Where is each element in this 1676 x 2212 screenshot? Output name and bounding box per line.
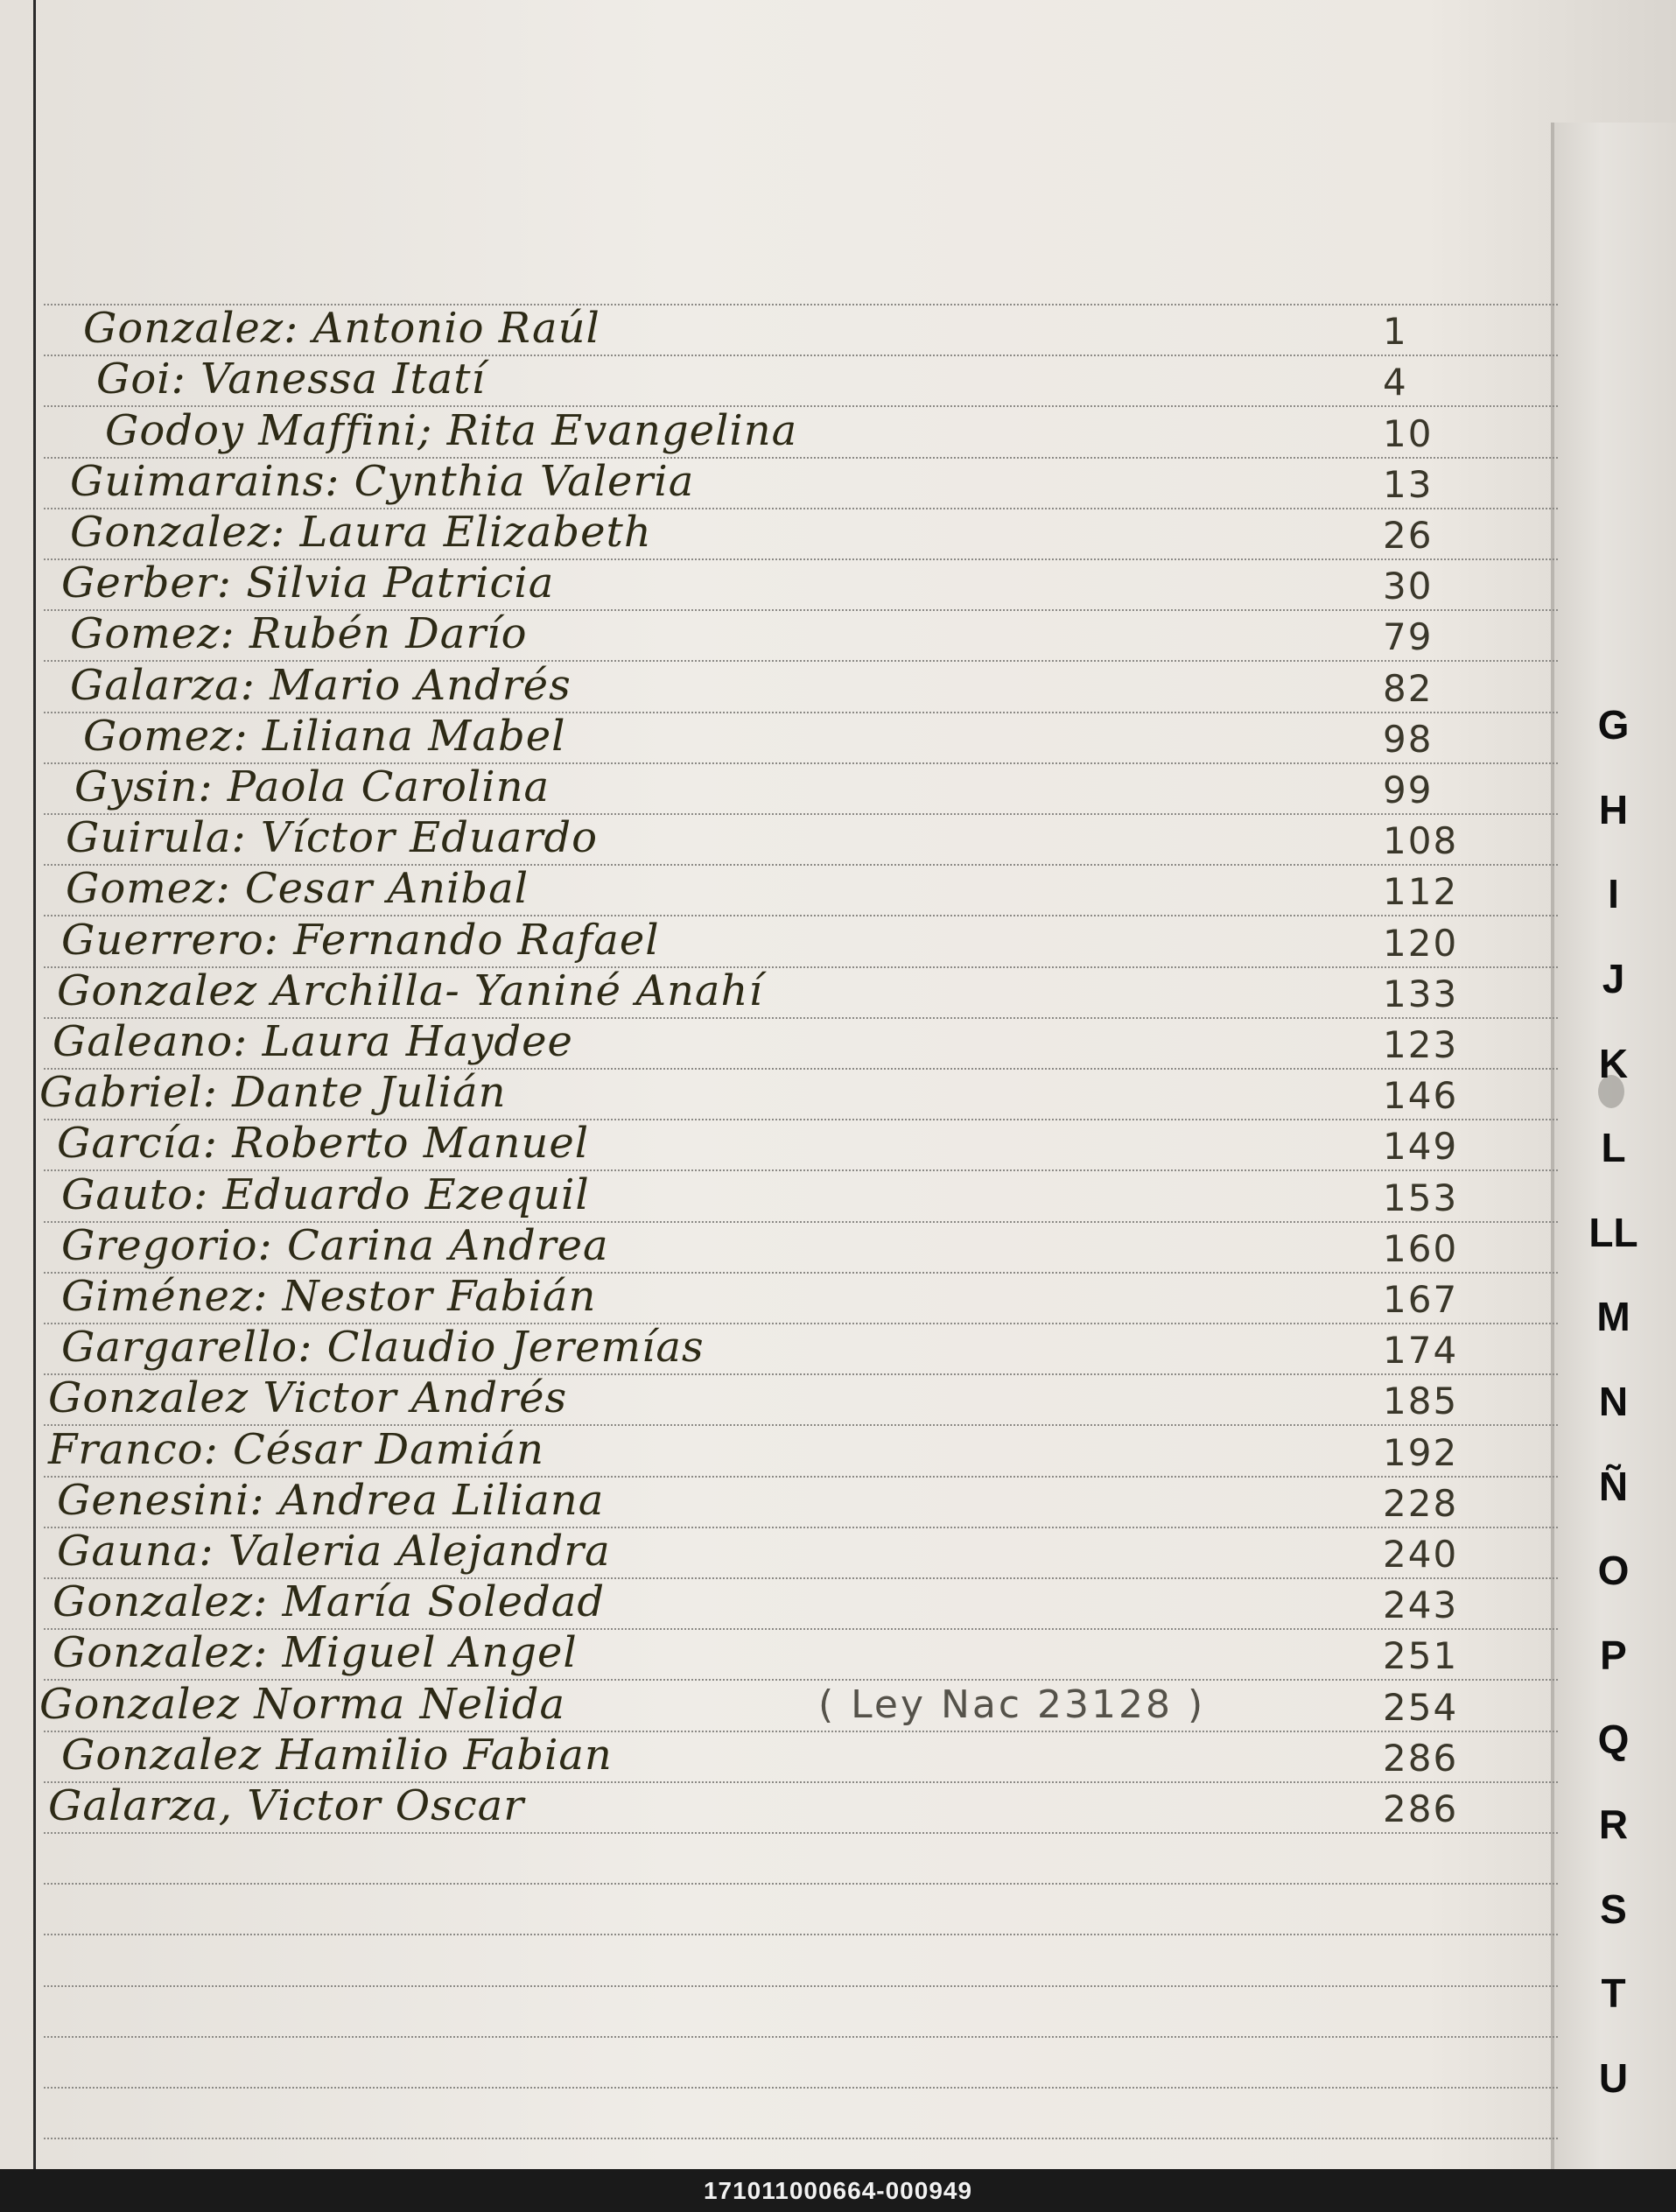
entry-name: Goi: Vanessa Itatí <box>96 355 486 404</box>
index-tab-j[interactable]: J <box>1602 956 1625 1002</box>
index-tab-q[interactable]: Q <box>1597 1717 1630 1763</box>
list-item <box>0 1425 1551 1476</box>
index-tab-m[interactable]: M <box>1596 1294 1630 1340</box>
index-tab-n[interactable]: N <box>1598 1379 1629 1425</box>
entry-name: Gargarello: Claudio Jeremías <box>61 1323 705 1373</box>
entry-name: Gonzalez: Antonio Raúl <box>83 304 600 354</box>
entry-name: Franco: César Damián <box>48 1424 545 1474</box>
entry-number: 112 <box>1383 870 1459 914</box>
list-item <box>0 1680 1551 1731</box>
entry-number: 192 <box>1383 1430 1459 1474</box>
entry-number: 286 <box>1383 1787 1459 1830</box>
list-item <box>0 813 1551 864</box>
entry-number: 185 <box>1383 1380 1459 1423</box>
entry-number: 30 <box>1383 565 1434 608</box>
list-item <box>0 558 1551 609</box>
index-tab-g[interactable]: G <box>1597 702 1630 748</box>
entry-number: 146 <box>1383 1074 1459 1118</box>
index-tab-i[interactable]: I <box>1608 871 1619 917</box>
list-item <box>0 1628 1551 1679</box>
list-item <box>0 1272 1551 1323</box>
index-tab-u[interactable]: U <box>1598 2054 1629 2101</box>
entry-number: 120 <box>1383 921 1459 965</box>
entry-number: 243 <box>1383 1584 1459 1627</box>
index-tab-r[interactable]: R <box>1598 1801 1629 1848</box>
entry-name: Gauna: Valeria Alejandra <box>57 1527 611 1576</box>
index-tab-ll[interactable]: LL <box>1588 1209 1638 1255</box>
entry-number: 174 <box>1383 1329 1459 1373</box>
entry-name: Gauto: Eduardo Ezequil <box>61 1169 590 1219</box>
scan-id-footer: 171011000664-000949 <box>0 2169 1676 2212</box>
entry-name: García: Roberto Manuel <box>57 1119 590 1169</box>
list-item <box>0 1323 1551 1373</box>
entry-name: Gonzalez Norma Nelida <box>39 1679 566 1729</box>
entry-name: Gysin: Paola Carolina <box>74 762 550 811</box>
entry-name: Guirula: Víctor Eduardo <box>66 813 599 863</box>
entry-name: Guerrero: Fernando Rafael <box>61 915 660 965</box>
list-item <box>0 355 1551 405</box>
list-item <box>0 1119 1551 1169</box>
entry-number: 4 <box>1383 361 1408 404</box>
list-item <box>0 916 1551 966</box>
list-item <box>0 1527 1551 1577</box>
list-item <box>0 508 1551 558</box>
list-item <box>0 712 1551 762</box>
entry-name: Godoy Maffini; Rita Evangelina <box>105 405 798 455</box>
entry-name: Gabriel: Dante Julián <box>39 1068 507 1118</box>
index-tab-h[interactable]: H <box>1598 786 1629 832</box>
index-tab-enye[interactable]: Ñ <box>1598 1463 1629 1509</box>
entry-name: Gonzalez: María Soledad <box>53 1577 606 1627</box>
entry-number: 167 <box>1383 1278 1459 1321</box>
list-item <box>0 1017 1551 1068</box>
list-item <box>0 1373 1551 1424</box>
entry-number: 82 <box>1383 666 1434 710</box>
entry-number: 13 <box>1383 462 1434 506</box>
alphabet-index <box>1551 683 1676 2120</box>
entry-note: ( Ley Nac 23128 ) <box>818 1682 1206 1727</box>
entry-number: 99 <box>1383 769 1434 811</box>
index-tab-p[interactable]: P <box>1600 1632 1627 1678</box>
entry-name: Galarza, Victor Oscar <box>48 1781 525 1830</box>
entry-name: Guimarains: Cynthia Valeria <box>70 456 695 506</box>
list-item <box>0 661 1551 712</box>
list-item <box>0 1476 1551 1527</box>
entry-number: 123 <box>1383 1023 1459 1066</box>
index-tab-s[interactable]: S <box>1600 1885 1627 1932</box>
entry-number: 133 <box>1383 972 1459 1015</box>
entry-name: Gomez: Liliana Mabel <box>83 711 566 761</box>
entry-name: Galarza: Mario Andrés <box>70 660 572 710</box>
entry-number: 26 <box>1383 514 1434 557</box>
entry-name: Gonzalez Hamilio Fabian <box>61 1730 613 1780</box>
entry-number: 98 <box>1383 717 1434 761</box>
entry-number: 286 <box>1383 1736 1459 1780</box>
list-item <box>0 966 1551 1017</box>
entry-number: 228 <box>1383 1481 1459 1525</box>
list-item <box>0 1221 1551 1272</box>
index-tab-l[interactable]: L <box>1601 1125 1626 1171</box>
entry-name: Gomez: Cesar Anibal <box>66 864 529 914</box>
entry-number: 160 <box>1383 1226 1459 1270</box>
entry-number: 1 <box>1383 310 1408 354</box>
list-item <box>0 762 1551 813</box>
entry-number: 254 <box>1383 1685 1459 1729</box>
list-item <box>0 1577 1551 1628</box>
entry-name: Gerber: Silvia Patricia <box>61 558 555 608</box>
entry-name: Gonzalez: Miguel Angel <box>53 1628 578 1678</box>
entry-name: Galeano: Laura Haydee <box>53 1017 573 1066</box>
entry-name: Gregorio: Carina Andrea <box>61 1220 609 1270</box>
list-item <box>0 1068 1551 1119</box>
list-item <box>0 609 1551 660</box>
list-item <box>0 457 1551 508</box>
entry-number: 153 <box>1383 1176 1459 1219</box>
entry-number: 108 <box>1383 819 1459 863</box>
list-item <box>0 406 1551 457</box>
index-tab-t[interactable]: T <box>1601 1970 1626 2017</box>
entry-name: Gonzalez Archilla- Yaniné Anahí <box>57 966 763 1015</box>
entry-number: 149 <box>1383 1125 1459 1169</box>
entry-name: Gomez: Rubén Darío <box>70 609 528 659</box>
entry-name: Gonzalez Victor Andrés <box>48 1373 568 1423</box>
entry-number: 10 <box>1383 411 1434 455</box>
list-item <box>0 1170 1551 1221</box>
list-item <box>0 864 1551 915</box>
list-item <box>0 1781 1551 1832</box>
entry-number: 240 <box>1383 1533 1459 1576</box>
list-item <box>0 304 1551 355</box>
index-tab-k[interactable]: K <box>1598 1040 1629 1086</box>
entry-number: 79 <box>1383 615 1434 659</box>
list-item <box>0 1731 1551 1781</box>
entry-number: 251 <box>1383 1634 1459 1678</box>
entry-name: Genesini: Andrea Liliana <box>57 1475 605 1525</box>
entry-name: Giménez: Nestor Fabián <box>61 1272 597 1321</box>
entry-name: Gonzalez: Laura Elizabeth <box>70 508 652 557</box>
index-tab-o[interactable]: O <box>1597 1548 1630 1594</box>
